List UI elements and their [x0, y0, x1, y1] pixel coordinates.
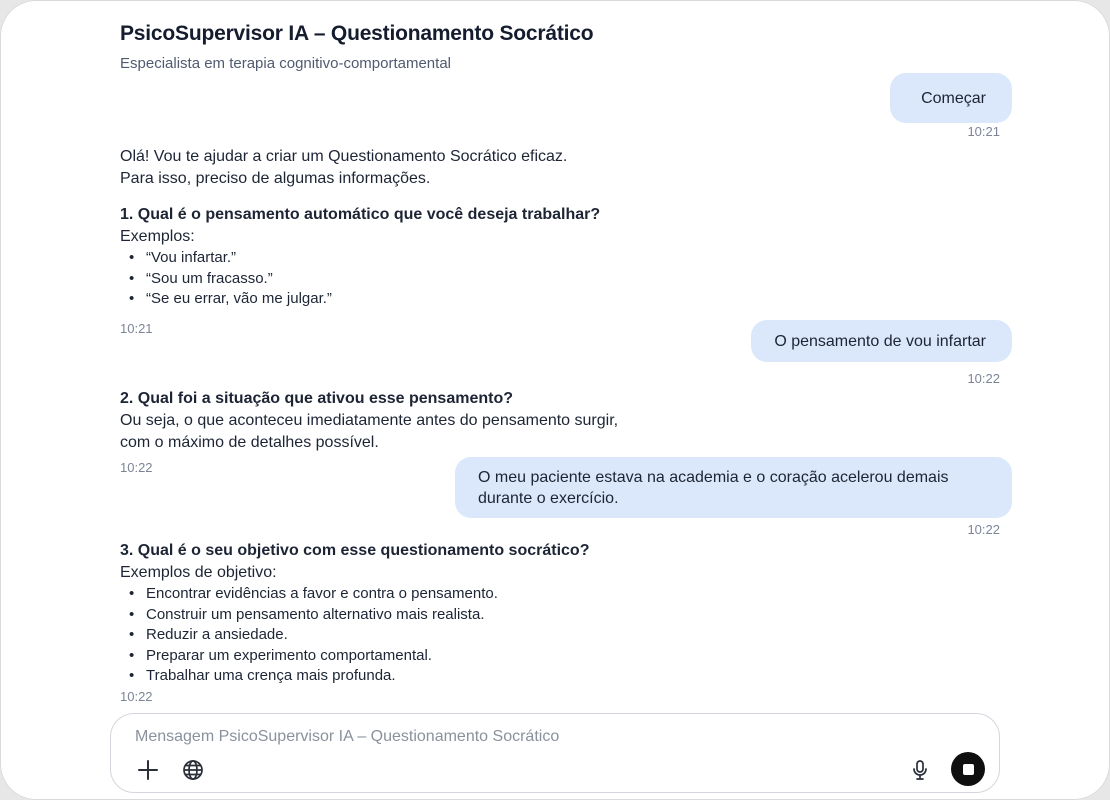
microphone-icon[interactable] [907, 757, 933, 783]
examples-label: Exemplos: [120, 228, 195, 245]
message-composer [110, 713, 1000, 793]
list-item: • “Se eu errar, vão me julgar.” [120, 289, 740, 310]
stop-icon [963, 764, 974, 775]
message-input[interactable] [135, 724, 895, 750]
assistant-message [120, 388, 740, 454]
list-item: • “Vou infartar.” [120, 248, 740, 269]
message-timestamp: 10:22 [120, 689, 153, 704]
user-message [890, 73, 1012, 123]
question-heading: 2. Qual foi a situação que ativou esse pensamento? [120, 390, 513, 407]
message-text: durante o exercício. [478, 490, 619, 507]
message-timestamp: 10:22 [967, 371, 1000, 386]
list-item: • Reduzir a ansiedade. [120, 625, 740, 646]
examples-list [120, 584, 740, 687]
examples-label: Exemplos de objetivo: [120, 564, 277, 581]
list-item: • Construir um pensamento alternativo mais realista. [120, 605, 740, 626]
message-text: com o máximo de detalhes possível. [120, 434, 379, 451]
message-timestamp: 10:21 [967, 124, 1000, 139]
page-subtitle: Especialista em terapia cognitivo-comportamental [120, 55, 451, 72]
list-item: • “Sou um fracasso.” [120, 269, 740, 290]
chat-header [120, 22, 593, 72]
message-text: Olá! Vou te ajudar a criar um Questionamento Socrático eficaz. [120, 148, 568, 165]
assistant-message [120, 146, 740, 310]
list-item: • Trabalhar uma crença mais profunda. [120, 666, 740, 687]
message-text: Para isso, preciso de algumas informações. [120, 170, 431, 187]
message-timestamp: 10:21 [120, 321, 153, 336]
user-message [455, 457, 1012, 518]
page-title: PsicoSupervisor IA – Questionamento Socrático [120, 22, 594, 45]
message-text: O pensamento de vou infartar [774, 333, 986, 350]
message-timestamp: 10:22 [967, 522, 1000, 537]
globe-icon[interactable] [180, 757, 206, 783]
user-message [751, 320, 1012, 362]
list-item: • Preparar um experimento comportamental. [120, 646, 740, 667]
question-heading: 3. Qual é o seu objetivo com esse questionamento socrático? [120, 542, 590, 559]
message-timestamp: 10:22 [120, 460, 153, 475]
message-text: O meu paciente estava na academia e o coração acelerou demais [478, 469, 949, 486]
list-item: • Encontrar evidências a favor e contra o pensamento. [120, 584, 740, 605]
message-text: Começar [921, 90, 986, 107]
plus-icon[interactable] [135, 757, 161, 783]
examples-list [120, 248, 740, 310]
question-heading: 1. Qual é o pensamento automático que você deseja trabalhar? [120, 206, 601, 223]
stop-button[interactable] [951, 752, 985, 786]
message-text: Ou seja, o que aconteceu imediatamente antes do pensamento surgir, [120, 412, 619, 429]
assistant-message [120, 540, 740, 687]
